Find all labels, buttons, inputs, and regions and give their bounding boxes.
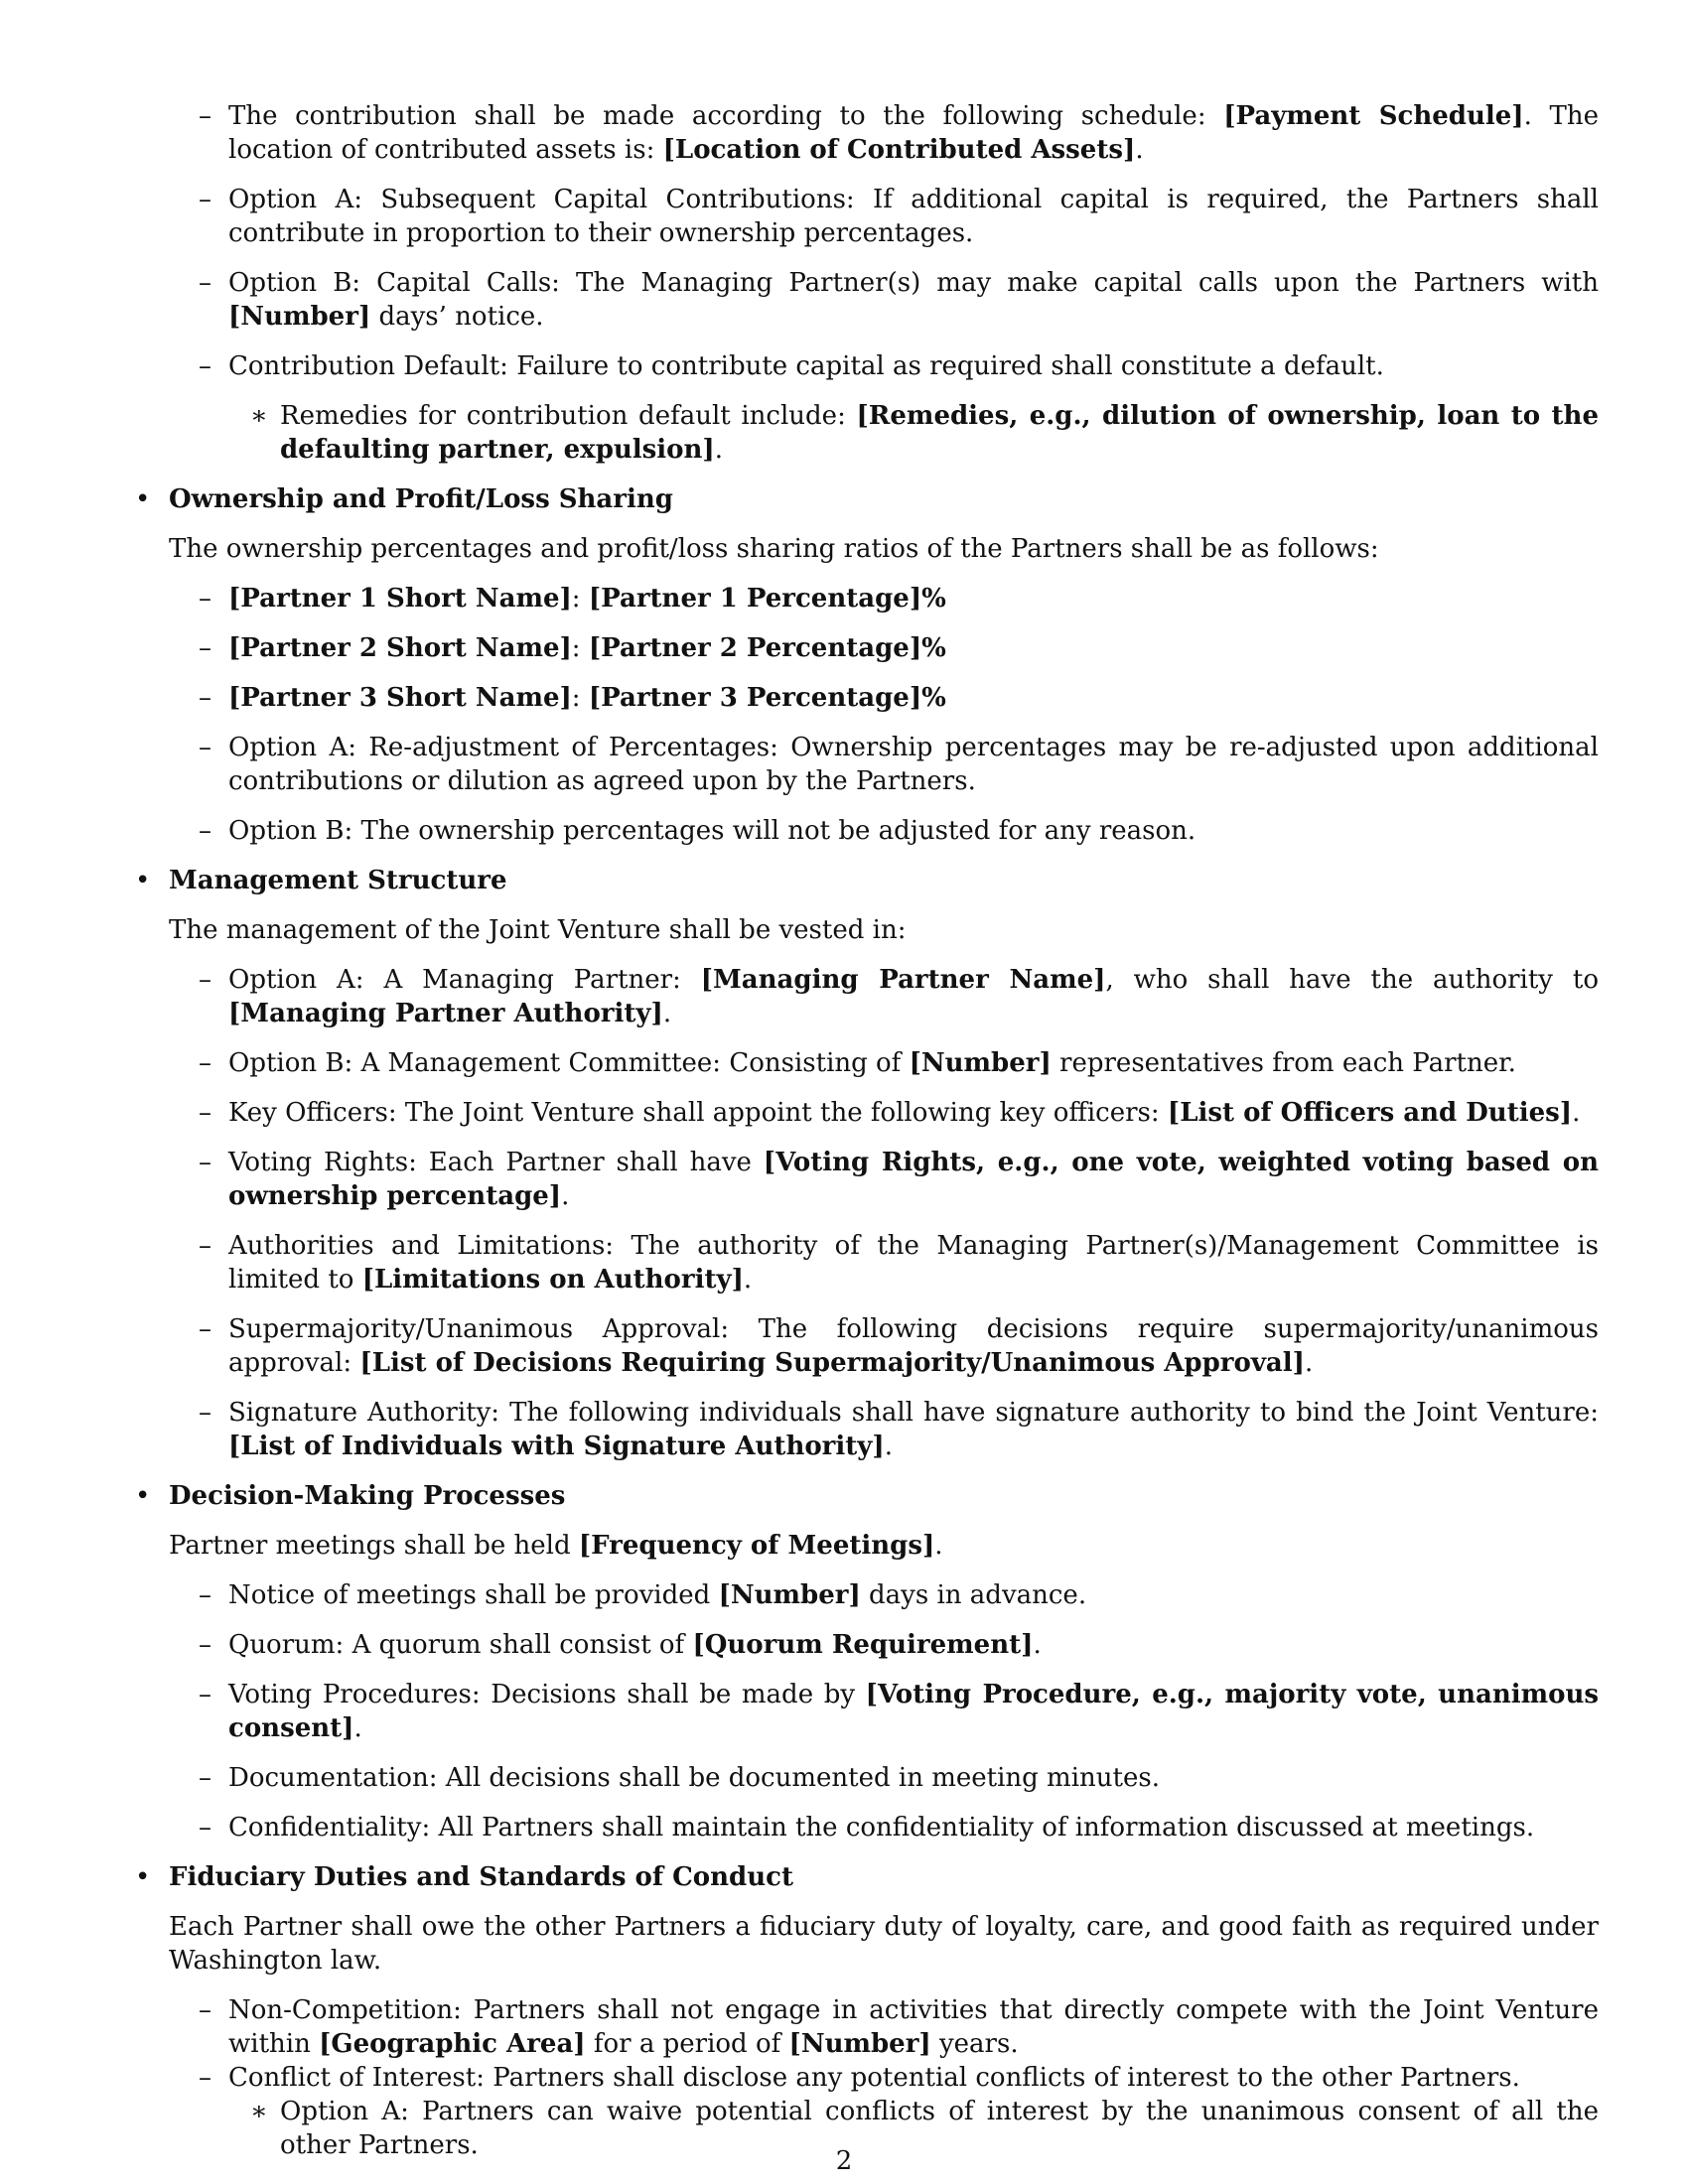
list-item-conflict-waiver: ∗ Option A: Partners can waive potential conflicts of interest by the unanimous consent of all the other Partners. <box>129 2095 1599 2162</box>
list-item-contribution-default: – Contribution Default: Failure to contribute capital as required shall constitute a default. <box>129 349 1599 383</box>
list-item-voting-rights: – Voting Rights: Each Partner shall have [Voting Rights, e.g., one vote, weighted voting based on ownership percentage]. <box>129 1146 1599 1213</box>
section-heading-ownership: • Ownership and Profit/Loss Sharing <box>129 482 1599 516</box>
management-intro: The management of the Joint Venture shall be vested in: <box>169 915 907 945</box>
list-item-non-competition: – Non-Competition: Partners shall not engage in activities that directly compete with the Joint Venture within [Geographic Area] for a period of [Number] years. <box>129 1993 1599 2061</box>
list-item-management-committee: – Option B: A Management Committee: Consisting of [Number] representatives from each Partner. <box>129 1046 1599 1080</box>
ownership-intro: The ownership percentages and profit/loss sharing ratios of the Partners shall be as follows: <box>169 534 1379 564</box>
page-number: 2 <box>835 2146 853 2176</box>
section-heading-management: • Management Structure <box>129 864 1599 897</box>
list-item-subsequent-contributions: – Option A: Subsequent Capital Contributions: If additional capital is required, the Partners shall contribute in proportion to their ownership percentages. <box>129 183 1599 250</box>
list-item-signature-authority: – Signature Authority: The following individuals shall have signature authority to bind the Joint Venture: [List of Individuals with Signature Authority]. <box>129 1396 1599 1463</box>
list-item-voting-procedures: – Voting Procedures: Decisions shall be made by [Voting Procedure, e.g., majority vote, unanimous consent]. <box>129 1678 1599 1745</box>
list-item-authorities: – Authorities and Limitations: The authority of the Managing Partner(s)/Management Committee is limited to [Limitations on Authority]. <box>129 1229 1599 1297</box>
list-item-partner-3: – [Partner 3 Short Name]: [Partner 3 Percentage]% <box>129 681 1599 715</box>
list-item-confidentiality: – Confidentiality: All Partners shall maintain the confidentiality of information discussed at meetings. <box>129 1811 1599 1844</box>
decision-intro: Partner meetings shall be held [Frequency of Meetings]. <box>169 1531 943 1561</box>
list-item-key-officers: – Key Officers: The Joint Venture shall appoint the following key officers: [List of Officers and Duties]. <box>129 1096 1599 1130</box>
list-item-remedies: ∗ Remedies for contribution default include: [Remedies, e.g., dilution of ownership, loan to the defaulting partner, expulsion]. <box>129 399 1599 467</box>
list-item-partner-1: – [Partner 1 Short Name]: [Partner 1 Percentage]% <box>129 582 1599 615</box>
list-item-capital-calls: – Option B: Capital Calls: The Managing Partner(s) may make capital calls upon the Partners with [Number] days’ notice. <box>129 266 1599 334</box>
list-item-supermajority: – Supermajority/Unanimous Approval: The following decisions require supermajority/unanimous approval: [List of Decisions Requiring Supermajority/Unanimous Approval]. <box>129 1312 1599 1380</box>
list-item-quorum: – Quorum: A quorum shall consist of [Quorum Requirement]. <box>129 1628 1599 1662</box>
list-item-partner-2: – [Partner 2 Short Name]: [Partner 2 Percentage]% <box>129 631 1599 665</box>
list-item-readjustment: – Option A: Re-adjustment of Percentages: Ownership percentages may be re-adjusted upon additional contributions or dilution as agreed upon by the Partners. <box>129 731 1599 798</box>
list-item-documentation: – Documentation: All decisions shall be documented in meeting minutes. <box>129 1761 1599 1795</box>
fiduciary-intro: Each Partner shall owe the other Partners a fiduciary duty of loyalty, care, and good faith as required under Washington law. <box>169 1912 1599 1976</box>
document-body <box>129 99 1599 2162</box>
list-item-payment-schedule: – The contribution shall be made according to the following schedule: [Payment Schedule]. The location of contributed assets is: [Location of Contributed Assets]. <box>129 99 1599 167</box>
list-item-no-adjustment: – Option B: The ownership percentages will not be adjusted for any reason. <box>129 814 1599 848</box>
list-item-managing-partner: – Option A: A Managing Partner: [Managing Partner Name], who shall have the authority to [Managing Partner Authority]. <box>129 963 1599 1030</box>
section-heading-fiduciary: • Fiduciary Duties and Standards of Conduct <box>129 1860 1599 1894</box>
list-item-conflict-of-interest: – Conflict of Interest: Partners shall disclose any potential conflicts of interest to the other Partners. <box>129 2061 1599 2095</box>
section-heading-decision-making: • Decision-Making Processes <box>129 1479 1599 1513</box>
list-item-notice: – Notice of meetings shall be provided [Number] days in advance. <box>129 1578 1599 1612</box>
